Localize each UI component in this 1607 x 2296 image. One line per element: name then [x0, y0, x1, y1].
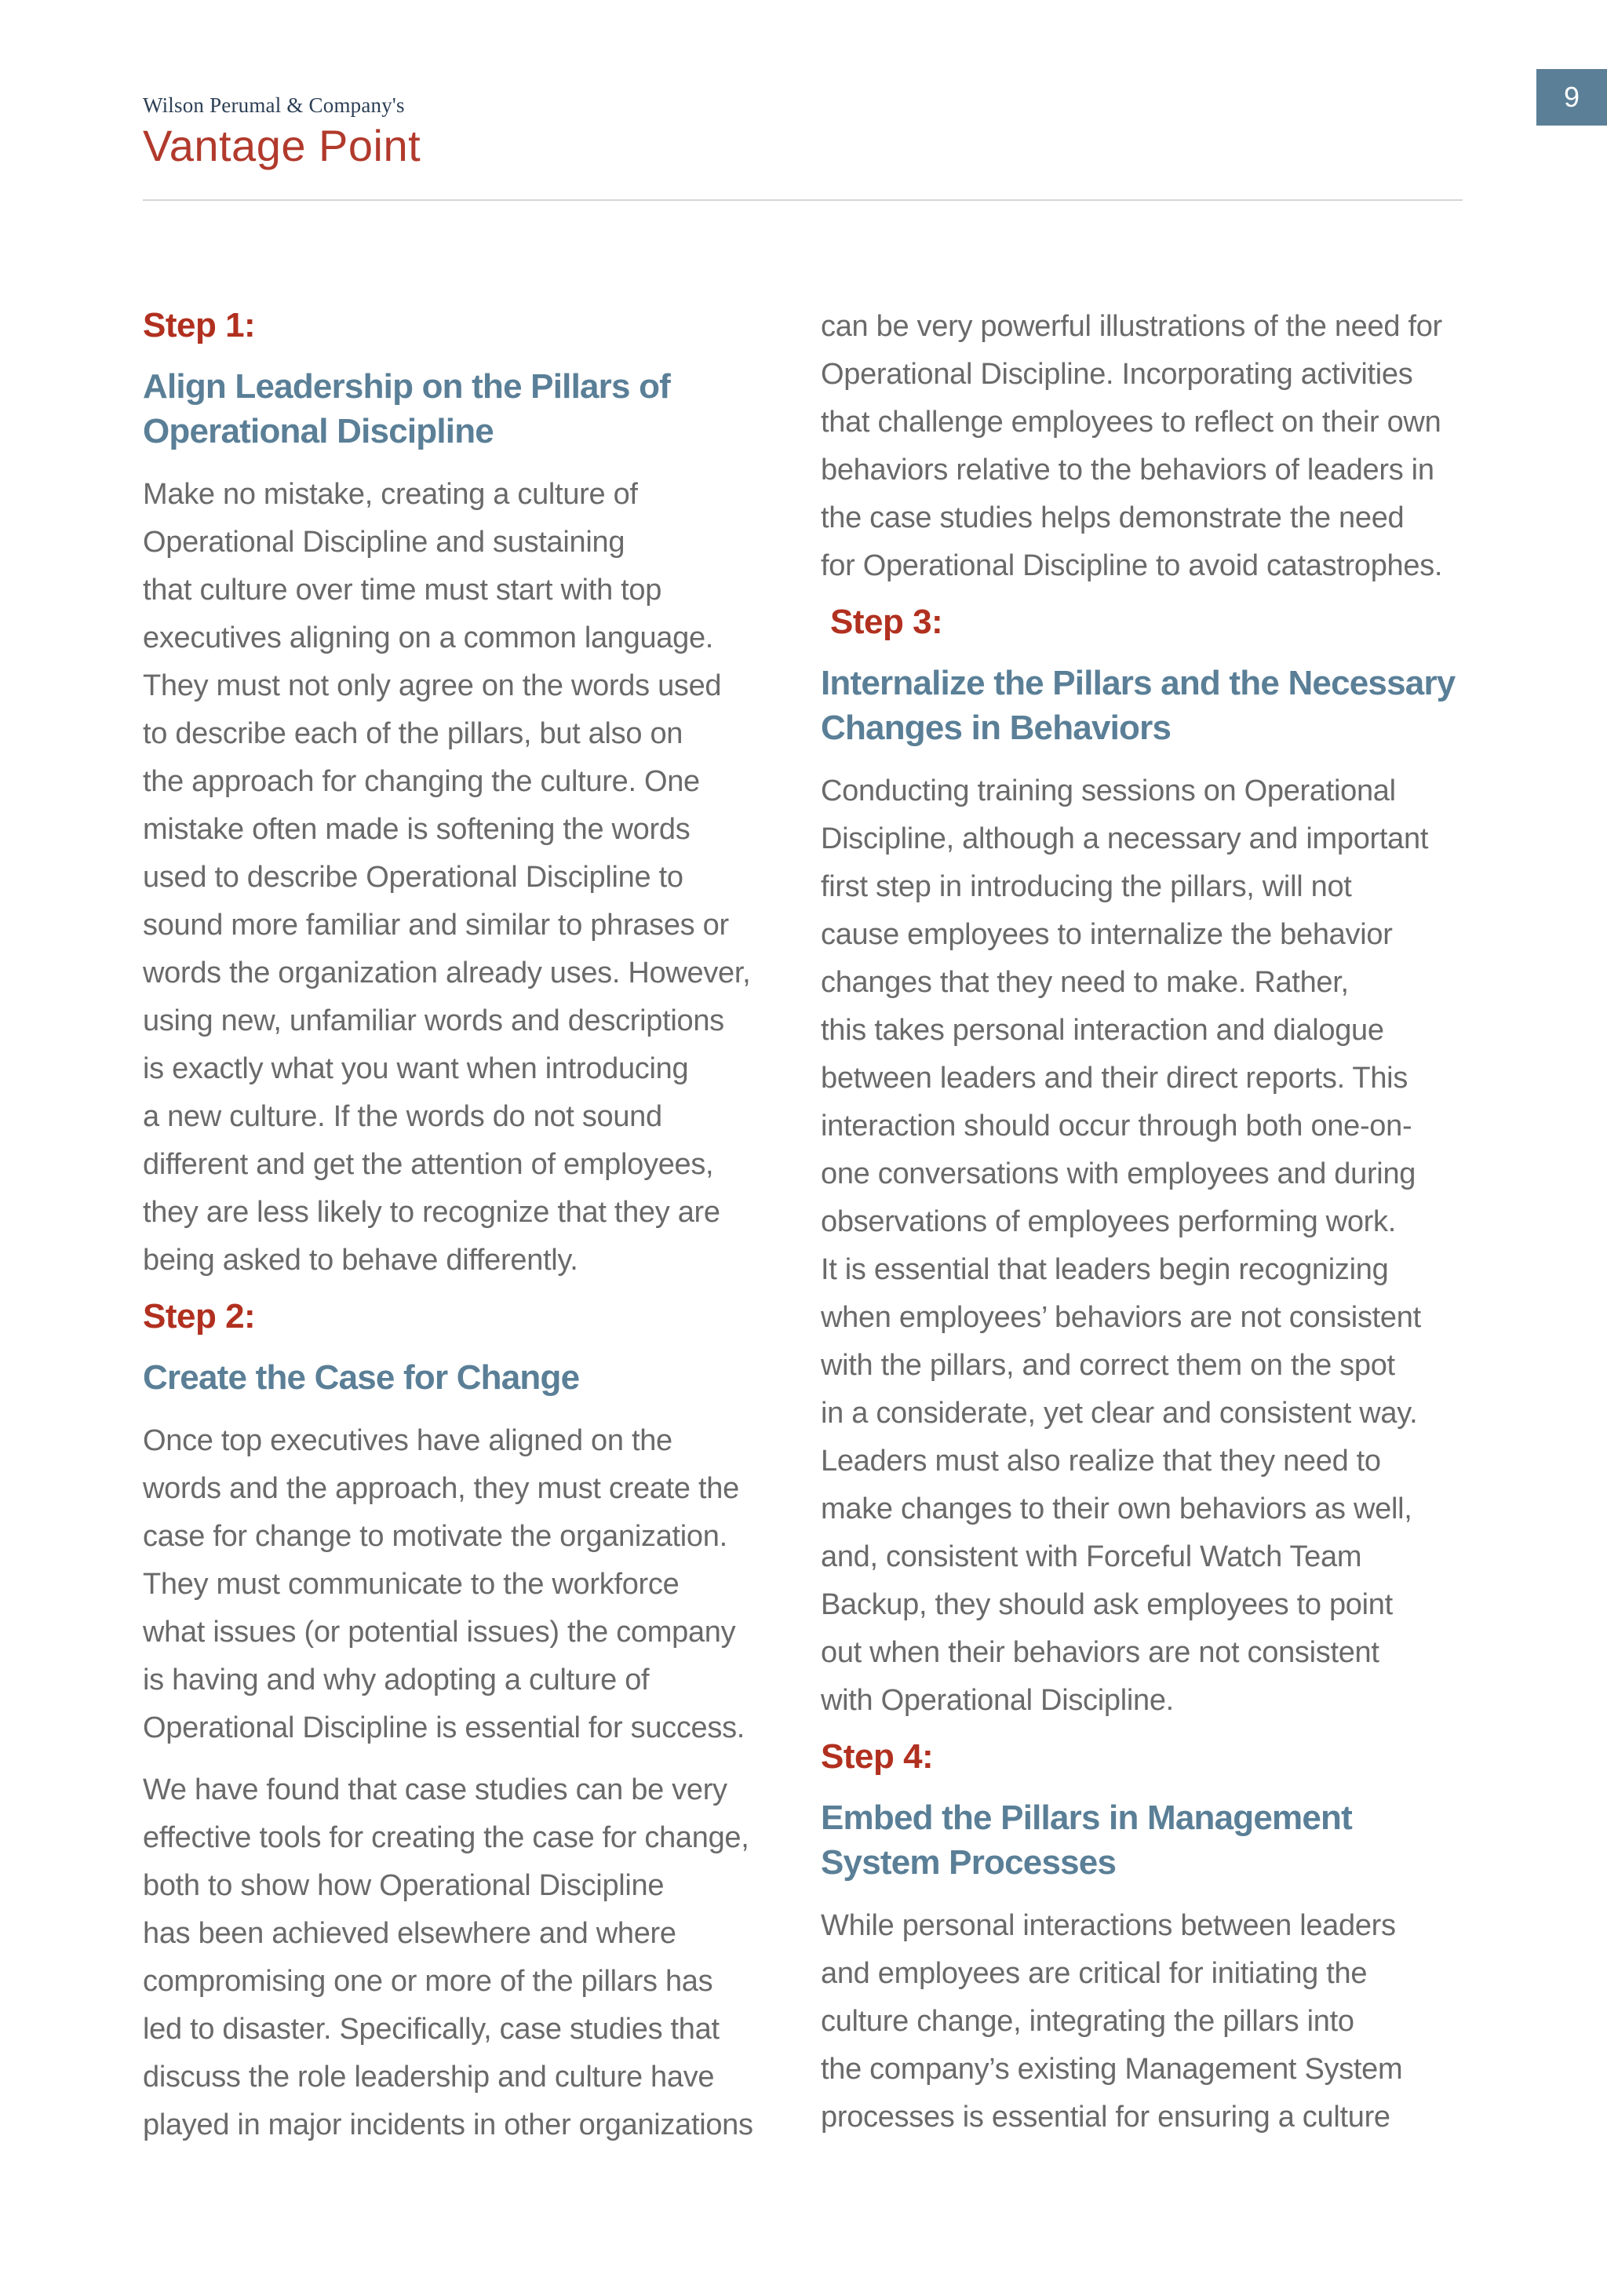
step4-title — [821, 1795, 1464, 1885]
text-line: interaction should occur through both one-on- — [821, 1110, 1412, 1143]
publisher-name: Wilson Perumal & Company's — [143, 93, 405, 117]
text-line: executives aligning on a common language. — [143, 621, 714, 654]
text-line: played in major incidents in other organizations — [143, 2108, 753, 2141]
text-line: using new, unfamiliar words and descriptions — [143, 1004, 724, 1037]
text-line: led to disaster. Specifically, case studies that — [143, 2013, 720, 2046]
text-line: they are less likely to recognize that they are — [143, 1196, 720, 1229]
step4-label: Step 4: — [821, 1737, 934, 1776]
text-line: sound more familiar and similar to phrases or — [143, 909, 729, 942]
text-line: that culture over time must start with top — [143, 574, 662, 607]
text-line: changes that they need to make. Rather, — [821, 966, 1349, 999]
text-line: being asked to behave differently. — [143, 1244, 578, 1277]
text-line: with Operational Discipline. — [821, 1684, 1174, 1717]
text-line: between leaders and their direct reports. This — [821, 1062, 1408, 1095]
text-line: Operational Discipline. Incorporating activities — [821, 358, 1413, 391]
text-line: Operational Discipline is essential for success. — [143, 1711, 745, 1744]
text-line: culture change, integrating the pillars into — [821, 2005, 1354, 2038]
step3-label: Step 3: — [830, 603, 943, 641]
text-line: processes is essential for ensuring a culture — [821, 2101, 1390, 2134]
step1-title — [143, 364, 786, 454]
text-line: first step in introducing the pillars, will not — [821, 870, 1352, 903]
text-line: words the organization already uses. However, — [143, 957, 751, 989]
text-line: Operational Discipline and sustaining — [143, 526, 625, 559]
text-line: what issues (or potential issues) the company — [143, 1616, 736, 1649]
step2-title-line: Create the Case for Change — [143, 1358, 580, 1397]
text-line: is having and why adopting a culture of — [143, 1664, 650, 1696]
step4-paragraph — [821, 1902, 1464, 2141]
header-divider — [143, 199, 1463, 201]
text-line: effective tools for creating the case for change, — [143, 1821, 749, 1854]
step2-paragraph-2 — [143, 1766, 786, 2149]
step2-paragraph-1 — [143, 1417, 786, 1752]
text-line: Conducting training sessions on Operational — [821, 774, 1396, 807]
step2-label: Step 2: — [143, 1297, 256, 1336]
text-line: the case studies helps demonstrate the need — [821, 501, 1405, 534]
text-line: this takes personal interaction and dialogue — [821, 1014, 1384, 1047]
text-line: case for change to motivate the organization. — [143, 1520, 727, 1553]
text-line: one conversations with employees and during — [821, 1157, 1416, 1190]
text-line: out when their behaviors are not consistent — [821, 1636, 1379, 1669]
step1-paragraph — [143, 471, 786, 1285]
text-line: when employees’ behaviors are not consistent — [821, 1301, 1421, 1334]
step3-title-line: Changes in Behaviors — [821, 709, 1172, 747]
text-line: can be very powerful illustrations of the need for — [821, 310, 1442, 343]
text-line: They must not only agree on the words used — [143, 669, 722, 702]
continued-paragraph — [821, 303, 1464, 590]
text-line: the company’s existing Management System — [821, 2053, 1403, 2086]
text-line: compromising one or more of the pillars has — [143, 1965, 713, 1998]
text-line: words and the approach, they must create the — [143, 1472, 739, 1505]
text-line: mistake often made is softening the words — [143, 813, 691, 846]
step1-title-line: Operational Discipline — [143, 412, 494, 450]
step3-title-line: Internalize the Pillars and the Necessary — [821, 664, 1456, 702]
text-line: in a considerate, yet clear and consistent way. — [821, 1397, 1418, 1430]
text-line: make changes to their own behaviors as well, — [821, 1492, 1412, 1525]
publication-title: Vantage Point — [143, 121, 421, 170]
text-line: to describe each of the pillars, but also on — [143, 717, 683, 750]
text-line: for Operational Discipline to avoid catastrophes. — [821, 549, 1443, 582]
text-line: used to describe Operational Discipline to — [143, 861, 683, 894]
page-number: 9 — [1536, 69, 1607, 126]
text-line: cause employees to internalize the behavior — [821, 918, 1393, 951]
text-line: with the pillars, and correct them on the spot — [821, 1349, 1395, 1382]
left-column — [143, 304, 786, 2160]
text-line: Leaders must also realize that they need to — [821, 1445, 1381, 1478]
text-line: Once top executives have aligned on the — [143, 1424, 672, 1457]
text-line: Discipline, although a necessary and important — [821, 822, 1429, 855]
text-line: They must communicate to the workforce — [143, 1568, 680, 1601]
text-line: behaviors relative to the behaviors of leaders in — [821, 454, 1434, 487]
header — [143, 93, 421, 171]
step1-title-line: Align Leadership on the Pillars of — [143, 367, 671, 406]
text-line: different and get the attention of employees, — [143, 1148, 714, 1181]
step1-label: Step 1: — [143, 306, 256, 344]
text-line: has been achieved elsewhere and where — [143, 1917, 676, 1950]
text-line: both to show how Operational Discipline — [143, 1869, 665, 1902]
step2-title — [143, 1355, 786, 1400]
right-column — [821, 303, 1464, 2152]
text-line: observations of employees performing work. — [821, 1205, 1396, 1238]
text-line: discuss the role leadership and culture have — [143, 2061, 715, 2094]
text-line: is exactly what you want when introducing — [143, 1052, 689, 1085]
text-line: Backup, they should ask employees to point — [821, 1588, 1393, 1621]
step4-title-line: System Processes — [821, 1843, 1117, 1882]
text-line: Make no mistake, creating a culture of — [143, 478, 638, 511]
step4-title-line: Embed the Pillars in Management — [821, 1799, 1352, 1837]
text-line: and employees are critical for initiating the — [821, 1957, 1368, 1990]
text-line: that challenge employees to reflect on their own — [821, 406, 1441, 439]
step3-title — [821, 661, 1464, 750]
text-line: While personal interactions between leaders — [821, 1909, 1396, 1942]
text-line: a new culture. If the words do not sound — [143, 1100, 662, 1133]
text-line: the approach for changing the culture. One — [143, 765, 700, 798]
step3-paragraph — [821, 767, 1464, 1725]
text-line: and, consistent with Forceful Watch Team — [821, 1540, 1362, 1573]
text-line: It is essential that leaders begin recognizing — [821, 1253, 1389, 1286]
text-line: We have found that case studies can be very — [143, 1773, 727, 1806]
